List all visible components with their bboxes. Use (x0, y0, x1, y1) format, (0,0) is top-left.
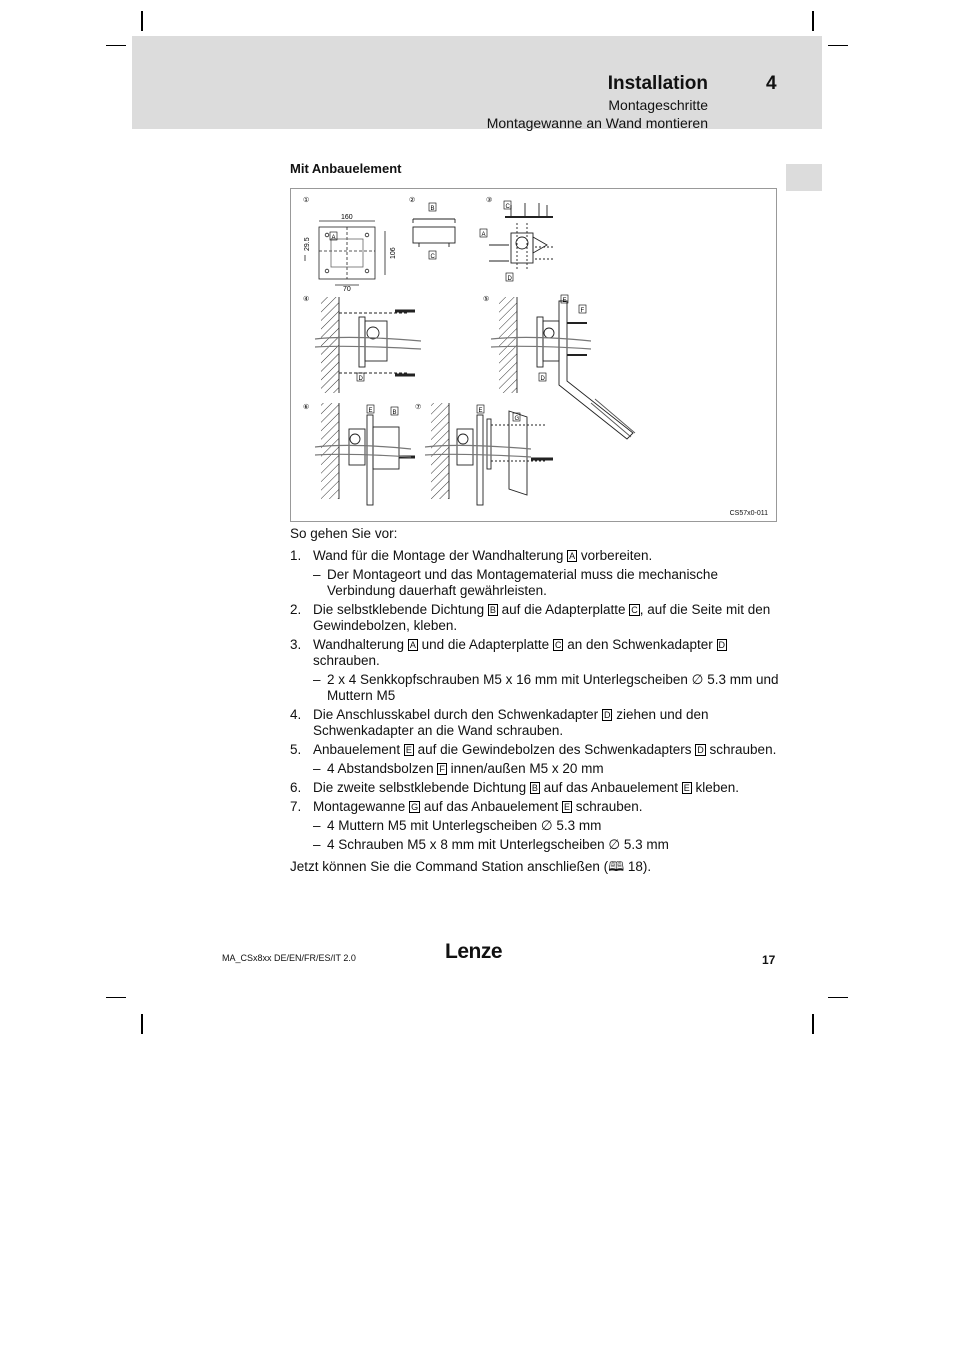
step-5: 5. Anbauelement E auf die Gewindebolzen des Schwenkadapters D schrauben. (290, 742, 777, 757)
panel-number: ② (409, 197, 416, 204)
instruction-list (290, 526, 780, 875)
part-letter: F (580, 308, 585, 314)
panel-number: ⑦ (415, 404, 422, 411)
part-letter: C (505, 204, 510, 210)
step-7: 7. Montagewanne G auf das Anbauelement E schrauben. (290, 799, 643, 814)
part-letter: D (540, 376, 545, 382)
wall-section (499, 297, 517, 393)
figure-code: CS57x0-011 (729, 510, 768, 517)
book-icon: 🕮 (608, 859, 625, 874)
part-letter: A (331, 235, 336, 241)
crop-mark (141, 11, 143, 31)
wall-section (321, 297, 339, 393)
crop-mark (828, 997, 848, 998)
part-letter: E (562, 298, 567, 304)
page-number: 17 (762, 953, 776, 967)
page-title: Installation (607, 73, 708, 94)
header-band (132, 36, 822, 129)
panel-2-drawing (413, 219, 455, 247)
panel-number: ③ (486, 197, 493, 204)
wall-section (321, 403, 339, 499)
crop-mark (106, 45, 126, 46)
part-letter: E (478, 408, 483, 414)
step-5-note: – 4 Abstandsbolzen F innen/außen M5 x 20 mm (313, 761, 604, 776)
part-letter: E (368, 408, 373, 414)
installation-figure (290, 188, 777, 522)
panel-number: ④ (303, 296, 310, 303)
part-letter: G (514, 416, 520, 422)
step-3: 3. Wandhalterung A und die Adapterplatte C an den Schwenkadapter D schrauben. (290, 637, 726, 668)
crop-mark (141, 1014, 143, 1034)
part-letter: C (430, 254, 435, 260)
crop-mark (828, 45, 848, 46)
wall-section (431, 403, 449, 499)
crop-mark (812, 11, 814, 31)
step-6: 6. Die zweite selbstklebende Dichtung B auf das Anbauelement E kleben. (290, 780, 740, 795)
step-7-note-2: – 4 Schrauben M5 x 8 mm mit Unterlegscheiben ∅ 5.3 mm (313, 837, 669, 852)
part-letter: B (392, 410, 397, 416)
panel-3-drawing (489, 203, 553, 269)
chapter-tab (786, 164, 822, 191)
intro-text: So gehen Sie vor: (290, 526, 398, 541)
section-heading: Mit Anbauelement (290, 161, 402, 176)
step-2: 2. Die selbstklebende Dichtung B auf die Adapterplatte C , auf die Seite mit den Gewindebolzen, kleben. (290, 602, 771, 633)
part-letter: D (507, 276, 512, 282)
part-letter: A (481, 232, 486, 238)
installation-drawing (291, 189, 778, 523)
crop-mark (812, 1014, 814, 1034)
step-3-note: – 2 x 4 Senkkopfschrauben M5 x 16 mm mit Unterlegscheiben ∅ 5.3 mm und Muttern M5 (313, 672, 779, 703)
lenze-logo: Lenze (445, 940, 503, 963)
panel-1-drawing (305, 221, 385, 285)
part-letter: D (358, 376, 363, 382)
panel-number: ① (303, 197, 310, 204)
panel-number: ⑥ (303, 404, 310, 411)
dimension-label: 70 (343, 286, 351, 293)
document-id: MA_CSx8xx DE/EN/FR/ES/IT 2.0 (222, 953, 356, 963)
dimension-label: 106 (390, 247, 397, 259)
page-subtitle-2: Montagewanne an Wand montieren (486, 115, 708, 131)
panel-number: ⑤ (483, 296, 490, 303)
step-1: 1. Wand für die Montage der Wandhalterung A vorbereiten. (290, 548, 653, 563)
chapter-number: 4 (766, 73, 777, 94)
step-4: 4. Die Anschlusskabel durch den Schwenkadapter D ziehen und den Schwenkadapter an die Wand schrauben. (290, 707, 709, 738)
dimension-label: 160 (341, 214, 353, 221)
part-letter: B (430, 206, 435, 212)
step-1-note: – Der Montageort und das Montagematerial muss die mechanische Verbindung dauerhaft gewährleisten. (313, 567, 718, 598)
dimension-label: 29.5 (304, 237, 311, 251)
step-7-note-1: – 4 Muttern M5 mit Unterlegscheiben ∅ 5.3 mm (313, 818, 602, 833)
page-subtitle: Montageschritte (608, 97, 708, 113)
outro-text: Jetzt können Sie die Command Station anschließen (🕮 18). (290, 859, 652, 874)
crop-mark (106, 997, 126, 998)
